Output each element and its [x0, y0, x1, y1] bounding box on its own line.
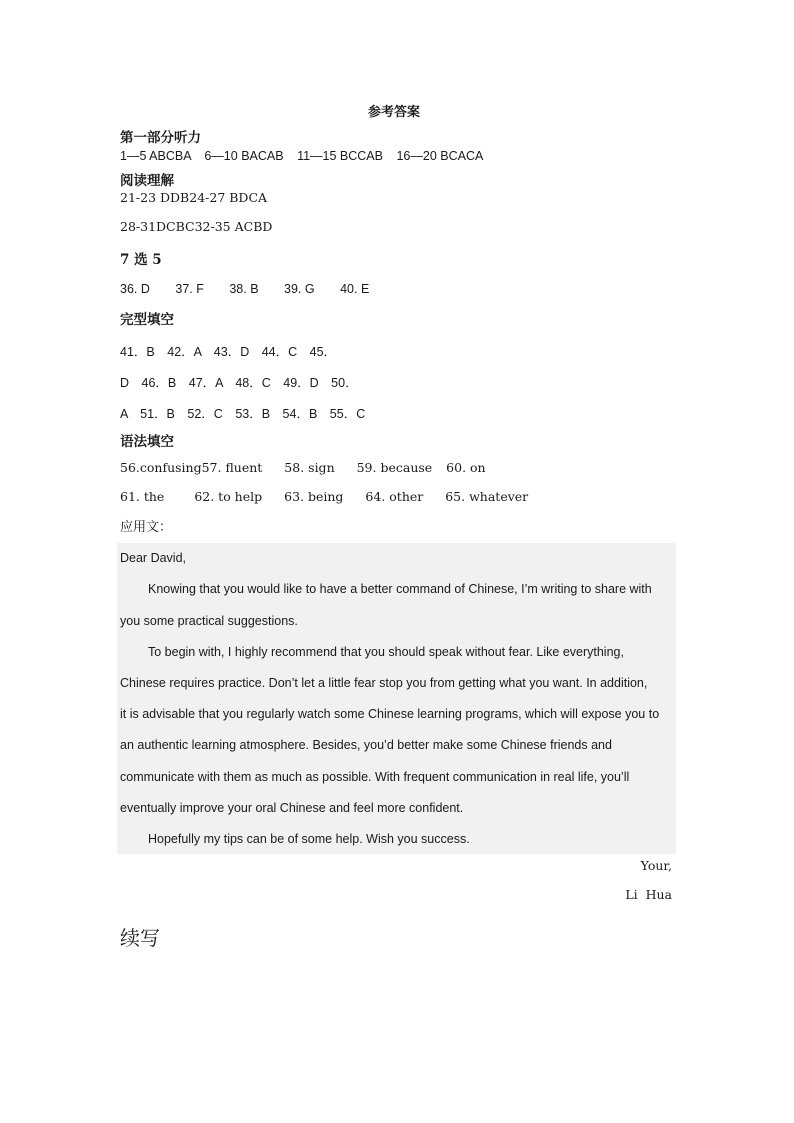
listening-answer: 11—15 BCCAB — [297, 149, 383, 163]
letter-closing: Your, — [640, 858, 672, 873]
grammar-answers-row — [120, 489, 528, 504]
letter-line: Hopefully my tips can be of some help. Wish you success. — [148, 832, 470, 846]
grammar-answer: 63. being — [284, 489, 344, 504]
section-heading-seven: 7 选 5 — [120, 252, 162, 268]
grammar-answer: 65. whatever — [445, 489, 529, 504]
section-heading-listening: 第一部分听力 — [120, 130, 201, 146]
letter-line: communicate with them as much as possible. With frequent communication in real life, you’ll — [120, 770, 630, 784]
letter-line: it is advisable that you regularly watch some Chinese learning programs, which will expose you to — [120, 707, 660, 721]
seven-answer: 39. G — [284, 282, 315, 296]
section-heading-grammar: 语法填空 — [120, 434, 174, 450]
letter-line: eventually improve your oral Chinese and feel more confident. — [120, 801, 464, 815]
grammar-answers-row — [120, 460, 486, 475]
seven-answer: 40. E — [340, 282, 370, 296]
letter-line: To begin with, I highly recommend that you should speak without fear. Like everything, — [148, 645, 624, 659]
section-heading-cloze: 完型填空 — [120, 312, 174, 328]
reading-answers-line: 21-23 DDB24-27 BDCA — [120, 190, 268, 205]
seven-answer: 36. D — [120, 282, 150, 296]
letter-line: an authentic learning atmosphere. Besides, you’d better make some Chinese friends and — [120, 738, 612, 752]
letter-line: you some practical suggestions. — [120, 614, 298, 628]
cloze-answers-line: D 46．B 47．A 48．C 49．D 50． — [120, 376, 358, 390]
grammar-answer: 58. sign — [284, 460, 335, 475]
section-heading-continuation: 续写 — [120, 926, 160, 950]
cloze-answers-line: A 51．B 52．C 53．B 54．B 55．C — [120, 407, 366, 421]
letter-line: Knowing that you would like to have a better command of Chinese, I’m writing to share with — [148, 582, 652, 596]
listening-answer: 1—5 ABCBA — [120, 149, 191, 163]
listening-answer: 16—20 BCACA — [396, 149, 484, 163]
page-title: 参考答案 — [368, 105, 421, 120]
grammar-answer: 62. to help — [194, 489, 263, 504]
section-heading-writing: 应用文： — [120, 520, 173, 535]
seven-answers — [120, 282, 369, 296]
letter-salutation: Dear David, — [120, 551, 186, 565]
seven-answer: 37. F — [175, 282, 204, 296]
grammar-answer: 59. because — [356, 460, 433, 475]
letter-signature: Li Hua — [625, 887, 672, 902]
seven-answer: 38. B — [229, 282, 259, 296]
letter-line: Chinese requires practice. Don’t let a little fear stop you from getting what you want. In addition, — [120, 676, 648, 690]
cloze-answers-line: 41．B 42．A 43．D 44．C 45． — [120, 345, 337, 359]
reading-answers-line: 28-31DCBC32-35 ACBD — [120, 219, 273, 234]
listening-answer: 6—10 BACAB — [204, 149, 284, 163]
listening-answers — [120, 149, 483, 163]
section-heading-reading: 阅读理解 — [120, 173, 174, 189]
grammar-answer: 60. on — [446, 460, 486, 475]
grammar-answer: 61. the — [120, 489, 165, 504]
grammar-answer: 56.confusing57. fluent — [120, 460, 263, 475]
grammar-answer: 64. other — [365, 489, 424, 504]
